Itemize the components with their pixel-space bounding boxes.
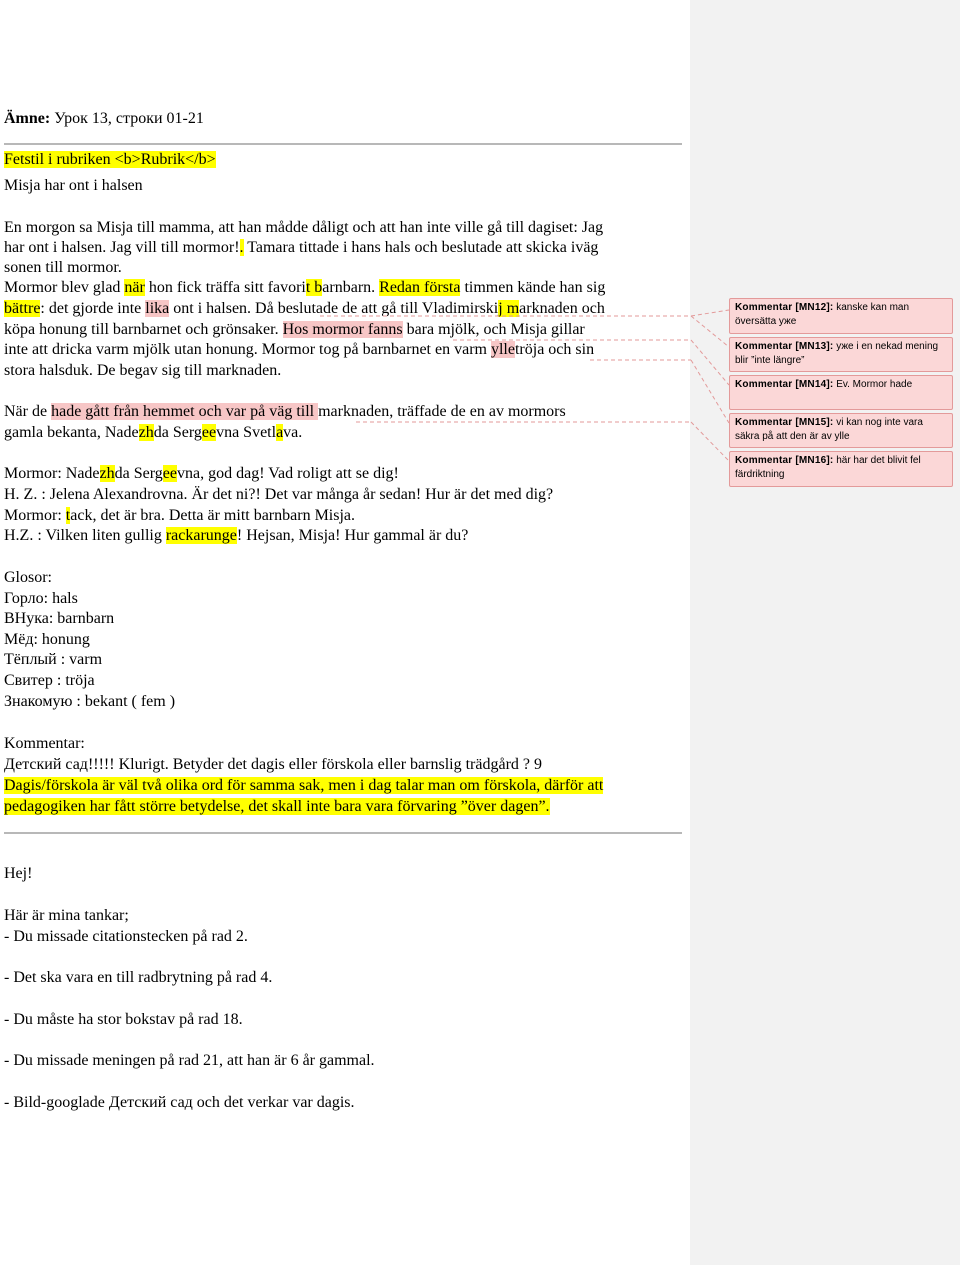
kommentar-heading: Kommentar: (4, 735, 85, 752)
glossary-item: Тёплый : varm (4, 651, 103, 668)
story-line: har ont i halsen. Jag vill till mormor!. Tamara tittade i hans hals och beslutade att skicka iväg (4, 239, 599, 256)
comment-tag: Kommentar [MN12]: (735, 302, 834, 313)
story-heading: Misja har ont i halsen (4, 177, 143, 194)
dialog-line: H.Z. : Vilken liten gullig rackarunge! Hejsan, Misja! Hur gammal är du? (4, 527, 469, 544)
feedback-greeting: Hej! (4, 865, 33, 882)
glossary-item: ВНука: barnbarn (4, 610, 115, 627)
comment-text: vi kan nog inte vara säkra på att den är av ylle (735, 417, 923, 442)
feedback-point: - Det ska vara en till radbrytning på rad 4. (4, 969, 273, 986)
dialog-line: Mormor: Nadezhda Sergeevna, god dag! Vad roligt att se dig! (4, 465, 399, 482)
comment-mn15[interactable] (729, 413, 953, 448)
feedback-point: - Du måste ha stor bokstav på rad 18. (4, 1011, 243, 1028)
leader-line (691, 422, 729, 461)
feedback-intro: Här är mina tankar; (4, 907, 129, 924)
comment-text: уже i en nekad mening blir ”inte längre” (735, 341, 939, 366)
story-line: stora halsduk. De begav sig till marknaden. (4, 362, 282, 379)
story-line: köpa honung till barnbarnet och grönsaker. Hos mormor fanns bara mjölk, och Misja gillar (4, 321, 585, 338)
comment-tag: Kommentar [MN16]: (735, 455, 834, 466)
leader-line (691, 310, 729, 316)
glossary-item: Знакомую : bekant ( fem ) (4, 693, 176, 710)
kommentar-line: Детский сад!!!!! Klurigt. Betyder det dagis eller förskola eller barnslig trädgård ? 9 (4, 756, 542, 773)
story-line: bättre: det gjorde inte lika ont i halsen. Då beslutade de att gå till Vladimirskij marknaden och (4, 300, 605, 317)
glossary-item: Горло: hals (4, 590, 78, 607)
story-line: När de hade gått från hemmet och var på väg till marknaden, träffade de en av mormors (4, 403, 566, 420)
highlight-mark: bättre (4, 300, 41, 317)
glossary-heading: Glosor: (4, 569, 52, 586)
feedback-point: - Du missade citationstecken på rad 2. (4, 928, 248, 945)
highlight-mark: ee (201, 424, 217, 441)
comment-anchor-mn15: ylle (490, 341, 515, 358)
glossary-item: Свитер : tröja (4, 672, 95, 689)
highlight-mark: rackarunge (165, 527, 237, 544)
comment-anchor-mn16: hade gått från hemmet och var på väg till (51, 403, 319, 420)
comment-text: här har det blivit fel färdriktning (735, 455, 921, 480)
comment-tag: Kommentar [MN13]: (735, 341, 834, 352)
dialog-line: H. Z. : Jelena Alexandrovna. Är det ni?! Det var många år sedan! Hur är det med dig? (4, 486, 554, 503)
comment-mn12[interactable] (729, 298, 953, 334)
highlight-mark: zh (99, 465, 115, 482)
story-line: sonen till mormor. (4, 259, 122, 276)
leader-line (691, 360, 729, 423)
dialog-line: Mormor: tack, det är bra. Detta är mitt barnbarn Misja. (4, 507, 356, 524)
story-line: gamla bekanta, Nadezhda Sergeevna Svetlava. (4, 424, 303, 441)
comment-anchor-mn13: lika (145, 300, 170, 317)
highlight-mark: Redan första (379, 279, 461, 296)
feedback-point: - Bild-googlade Детский сад och det verkar var dagis. (4, 1094, 355, 1111)
highlight-mark: Dagis/förskola är väl två olika ord för samma sak, men i dag talar man om förskola, därför att (4, 777, 604, 794)
title-note-highlight: Fetstil i rubriken <b>Rubrik</b> (4, 151, 216, 168)
highlight-mark: när (124, 279, 145, 296)
highlight-mark: pedagogiken har fått större betydelse, det skall inte bara vara förvaring ”över dagen”. (4, 798, 550, 815)
comment-anchor-mn14: Hos mormor fanns (282, 321, 403, 338)
comment-mn14[interactable] (729, 375, 953, 410)
comment-mn16[interactable] (729, 451, 953, 487)
comment-tag: Kommentar [MN14]: (735, 379, 834, 390)
story-line: Mormor blev glad när hon fick träffa sitt favorit barnbarn. Redan första timmen kände han sig (4, 279, 606, 296)
subject-value: Урок 13, строки 01-21 (54, 110, 204, 127)
comment-text: kanske kan man översätta уже (735, 302, 910, 327)
comment-mn13[interactable] (729, 337, 953, 372)
highlight-mark: zh (138, 424, 154, 441)
leader-line (691, 316, 729, 347)
comment-text: Ev. Mormor hade (833, 379, 913, 390)
highlight-mark: j m (498, 300, 520, 317)
highlight-mark: ee (162, 465, 177, 482)
highlight-mark: . (239, 239, 244, 256)
highlight-mark: t (65, 507, 71, 524)
feedback-point: - Du missade meningen på rad 21, att han är 6 år gammal. (4, 1052, 375, 1069)
highlight-mark: t b (305, 279, 323, 296)
story-line: inte att dricka varm mjölk utan honung. Mormor tog på barnbarnet en varm ylletröja och sin (4, 341, 595, 358)
story-line: En morgon sa Misja till mamma, att han mådde dåligt och att han inte ville gå till dagiset: Jag (4, 219, 604, 236)
comment-tag: Kommentar [MN15]: (735, 417, 834, 428)
subject-label: Ämne: (4, 110, 51, 127)
leader-line (691, 340, 729, 385)
glossary-item: Мёд: honung (4, 631, 90, 648)
highlight-mark: a (276, 424, 284, 441)
